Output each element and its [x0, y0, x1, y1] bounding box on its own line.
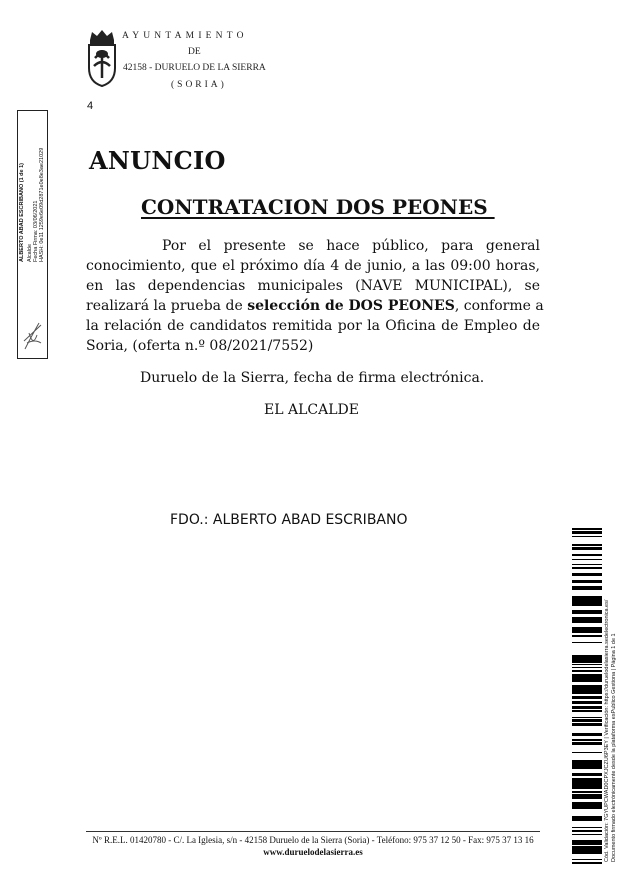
handwritten-signature-icon [21, 313, 45, 353]
verification-code: Cód. Validación: 7GYUPCWAD0CPXJCZU6P3EY | Verificación: https://duruelodelasierra.sedelectronica.es/ [604, 599, 610, 862]
body-line: Por el presente se hace público, para general [162, 238, 540, 254]
body-text: , conforme a [454, 298, 544, 314]
stamp-date: Fecha Firma: 03/06/2021 [33, 200, 39, 262]
verification-note: Documento firmado electrónicamente desde la plataforma esPublico Gestiona | Página 1 de 1 [611, 633, 617, 862]
coat-of-arms-icon [86, 28, 118, 88]
footer-address: Nº R.E.L. 01420780 - C/. La Iglesia, s/n - 42158 Duruelo de la Sierra (Soria) - Teléfono: 975 37 12 50 - Fax: 975 37 13 16 [92, 835, 534, 845]
body-line: la relación de candidatos remitida por la Oficina de Empleo de [86, 318, 540, 334]
document-title: ANUNCIO [89, 146, 226, 175]
body-line: Soria, (oferta n.º 08/2021/7552) [86, 338, 314, 354]
body-text: realizará la prueba de [86, 298, 248, 314]
body-line [86, 296, 544, 316]
header-address: 42158 - DURUELO DE LA SIERRA [123, 63, 266, 73]
body-line: conocimiento, que el próximo día 4 de junio, a las 09:00 horas, [86, 258, 540, 274]
document-subtitle: CONTRATACION DOS PEONES [141, 195, 495, 219]
footer-divider [86, 831, 540, 832]
body-bold-text: selección de DOS PEONES [247, 298, 455, 314]
header-de: DE [188, 47, 201, 57]
signer-name: FDO.: ALBERTO ABAD ESCRIBANO [170, 512, 408, 528]
body-line: en las dependencias municipales (NAVE MUNICIPAL), se [86, 278, 540, 294]
place-date: Duruelo de la Sierra, fecha de firma electrónica. [140, 370, 485, 386]
stamp-hash: HASH: 0e11 1259e6e09d2871e0e8e3ae21029 [39, 147, 45, 262]
signer-role: EL ALCALDE [264, 402, 359, 418]
header-province: (SORIA) [171, 80, 227, 90]
header-town-hall: AYUNTAMIENTO [122, 31, 248, 41]
stamp-signer: ALBERTO ABAD ESCRIBANO (1 de 1) [19, 162, 25, 262]
footer-website: www.duruelodelasierra.es [263, 847, 363, 857]
page-number: 4 [87, 100, 94, 112]
stamp-role: Alcalde [27, 243, 33, 262]
